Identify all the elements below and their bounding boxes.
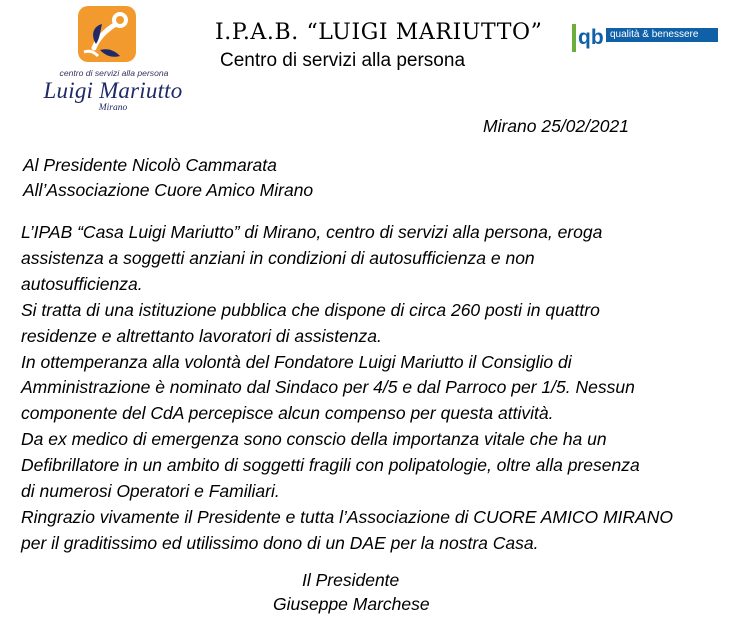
flower-hand-icon <box>76 4 140 66</box>
body-line: componente del CdA percepisce alcun compenso per questa attività. <box>21 403 554 424</box>
qb-quality-logo <box>572 22 722 54</box>
letter-body <box>21 220 721 557</box>
recipient-line: All’Associazione Cuore Amico Mirano <box>23 180 314 200</box>
logo-tagline: centro di servizi alla persona <box>59 68 169 78</box>
body-line: residenze e altrettanto lavoratori di assistenza. <box>21 325 382 346</box>
qb-label: qualità & benessere <box>606 28 718 42</box>
logo-city: Mirano <box>98 103 128 113</box>
body-line: Si tratta di una istituzione pubblica che dispone di circa 260 posti in quattro <box>21 299 600 320</box>
organization-subtitle: Centro di servizi alla persona <box>220 50 466 71</box>
body-line: Ringrazio vivamente il Presidente e tutta l’Associazione di CUORE AMICO MIRANO <box>21 506 673 527</box>
body-line: autosufficienza. <box>21 273 143 294</box>
mariutto-logo <box>28 4 198 116</box>
body-line: assistenza a soggetti anziani in condizioni di autosufficienza e non <box>21 247 535 268</box>
recipient-line: Al Presidente Nicolò Cammarata <box>23 155 277 175</box>
signature-name: Giuseppe Marchese <box>273 594 430 614</box>
body-line: per il graditissimo ed utilissimo dono di un DAE per la nostra Casa. <box>21 532 539 553</box>
signature-title: Il Presidente <box>302 570 400 590</box>
body-line: di numerosi Operatori e Familiari. <box>21 481 280 502</box>
letter-date: Mirano 25/02/2021 <box>483 116 629 136</box>
body-line: In ottemperanza alla volontà del Fondatore Luigi Mariutto il Consiglio di <box>21 351 572 372</box>
body-line: Defibrillatore in un ambito di soggetti fragili con polipatologie, oltre alla presenza <box>21 455 640 476</box>
body-line: L’IPAB “Casa Luigi Mariutto” di Mirano, centro di servizi alla persona, eroga <box>21 222 603 242</box>
qb-mark-icon <box>572 22 606 54</box>
body-line: Amministrazione è nominato dal Sindaco per 4/5 e dal Parroco per 1/5. Nessun <box>21 377 635 398</box>
logo-name: Luigi Mariutto <box>43 78 183 103</box>
qb-mark-text: qb <box>578 26 604 49</box>
body-line: Da ex medico di emergenza sono conscio della importanza vitale che ha un <box>21 429 607 450</box>
organization-title: I.P.A.B. “LUIGI MARIUTTO” <box>215 20 543 45</box>
